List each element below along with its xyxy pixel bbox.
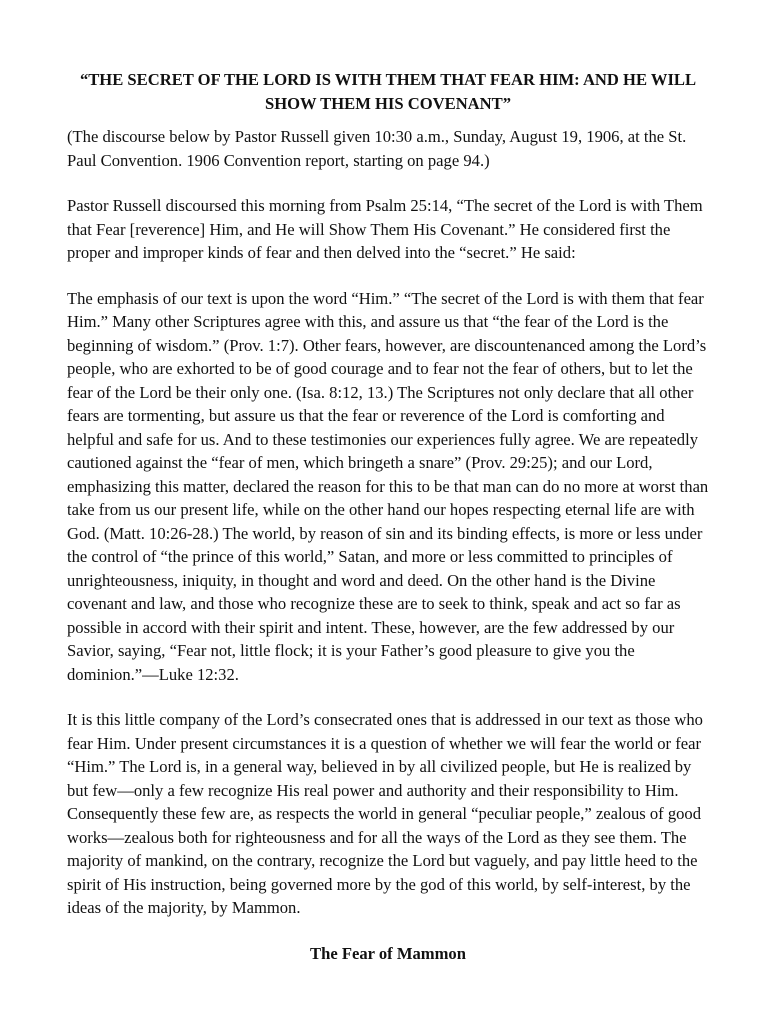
intro-note-paragraph: (The discourse below by Pastor Russell given 10:30 a.m., Sunday, August 19, 1906, at the St. Paul Convention. 1906 Convention report, starting on page 94.) <box>67 127 687 170</box>
section-heading: The Fear of Mammon <box>310 943 466 963</box>
document-body <box>67 68 709 965</box>
body-paragraph: The emphasis of our text is upon the word “Him.” “The secret of the Lord is with them that fear Him.” Many other Scriptures agree with this, and assure us that “the fear of the Lord is the beginning of wisdom.” (Prov. 1:7). Other fears, however, are discountenanced among the Lord’s people, who are exhorted to be of good courage and to fear not the fear of others, but to let the fear of the Lord be their only one. (Isa. 8:12, 13.) The Scriptures not only declare that all other fears are tormenting, but assure us that the fear or reverence of the Lord is comforting and helpful and safe for us. And to these testimonies our experiences fully agree. We are repeatedly cautioned against the “fear of men, which bringeth a snare” (Prov. 29:25); and our Lord, emphasizing this matter, declared the reason for this to be that man can do no more at worst than take from us our present life, while on the other hand our hopes respecting eternal life are with God. (Matt. 10:26-28.) The world, by reason of sin and its binding effects, is more or less under the control of “the prince of this world,” Satan, and more or less committed to principles of unrighteousness, iniquity, in thought and word and deed. On the other hand is the Divine covenant and law, and those who recognize these are to seek to think, speak and act so far as possible in accord with their spirit and intent. These, however, are the few addressed by our Savior, saying, “Fear not, little flock; it is your Father’s good pleasure to give you the dominion.”—Luke 12:32. <box>67 288 709 684</box>
discourse-intro-paragraph: Pastor Russell discoursed this morning from Psalm 25:14, “The secret of the Lord is with Them that Fear [reverence] Him, and He will Show Them His Covenant.” He considered first the proper and improper kinds of fear and then delved into the “secret.” He said: <box>67 196 703 262</box>
document-title: “THE SECRET OF THE LORD IS WITH THEM THAT FEAR HIM: AND HE WILL SHOW THEM HIS COVENANT” <box>79 70 697 113</box>
body-paragraph: It is this little company of the Lord’s consecrated ones that is addressed in our text as those who fear Him. Under present circumstances it is a question of whether we will fear the world or fear “Him.” The Lord is, in a general way, believed in by all civilized people, but He is realized by but few—only a few recognize His real power and authority and their responsibility to Him. Consequently these few are, as respects the world in general “peculiar people,” zealous of good works—zealous both for righteousness and for all the ways of the Lord as they see them. The majority of mankind, on the contrary, recognize the Lord but vaguely, and pay little heed to the spirit of His instruction, being governed more by the god of this world, by self-interest, by the ideas of the majority, by Mammon. <box>67 710 703 917</box>
